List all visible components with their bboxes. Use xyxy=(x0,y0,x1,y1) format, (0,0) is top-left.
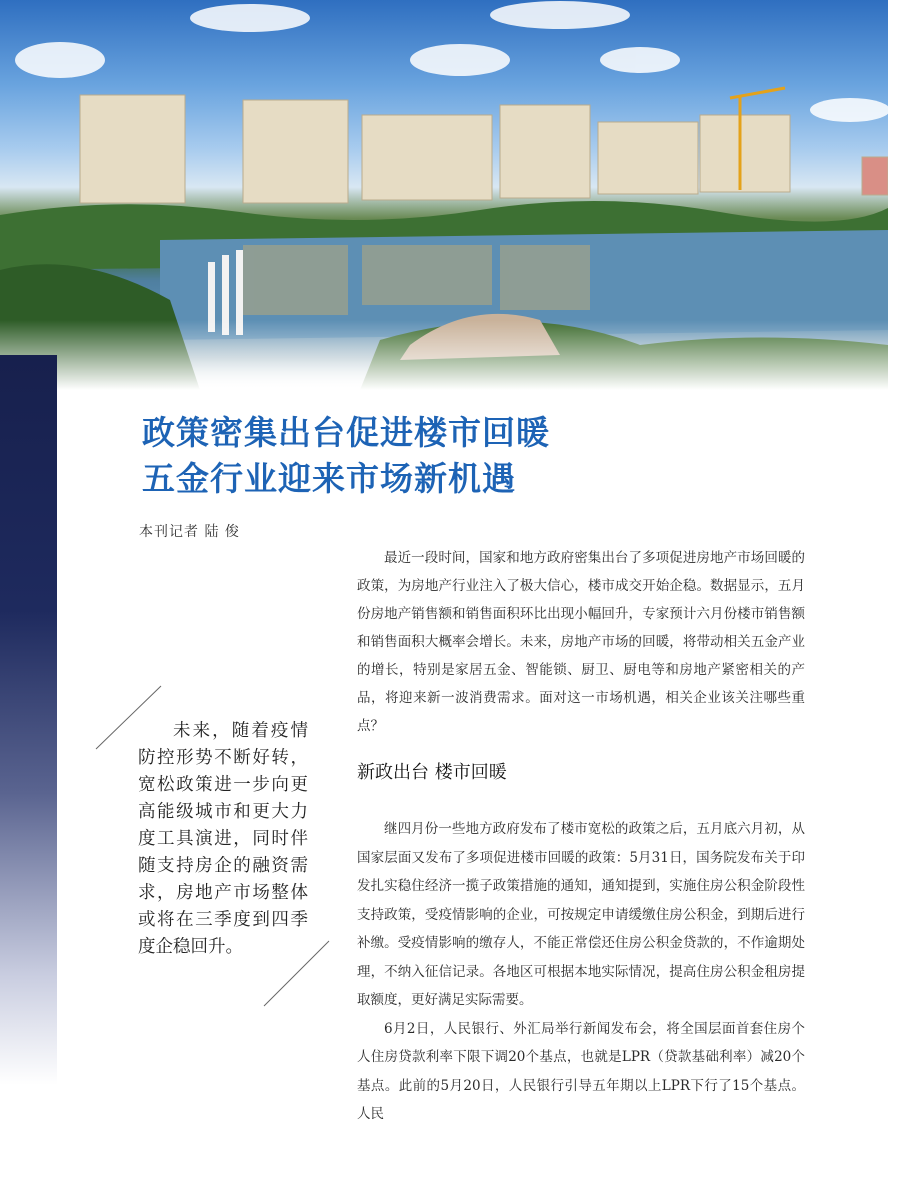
article-title xyxy=(142,410,550,502)
quote-line-bottom xyxy=(263,940,331,1008)
article-body xyxy=(357,815,805,1129)
left-color-band xyxy=(0,355,57,1085)
intro-paragraph: 最近一段时间，国家和地方政府密集出台了多项促进房地产市场回暖的政策，为房地产行业注入了极大信心，楼市成交开始企稳。数据显示，五月份房地产销售额和销售面积环比出现小幅回升，专家预计六月份楼市销售额和销售面积大概率会增长。未来，房地产市场的回暖，将带动相关五金产业的增长，特别是家居五金、智能锁、厨卫、厨电等和房地产紧密相关的产品，将迎来新一波消费需求。面对这一市场机遇，相关企业该关注哪些重点？ xyxy=(357,550,805,734)
photo-fade xyxy=(0,320,888,390)
section-heading: 新政出台 楼市回暖 xyxy=(357,762,507,783)
byline: 本刊记者 陆 俊 xyxy=(139,524,240,540)
title-line-2: 五金行业迎来市场新机遇 xyxy=(142,459,516,498)
pull-quote: 未来，随着疫情防控形势不断好转，宽松政策进一步向更高能级城市和更大力度工具演进，同时伴随支持房企的融资需求，房地产市场整体或将在三季度到四季度企稳回升。 xyxy=(138,721,308,957)
city-skyline-photo xyxy=(0,0,888,390)
title-line-1: 政策密集出台促进楼市回暖 xyxy=(142,413,550,452)
body-paragraph-2: 6月2日，人民银行、外汇局举行新闻发布会，将全国层面首套住房个人住房贷款利率下限下调20个基点，也就是LPR（贷款基础利率）减20个基点。此前的5月20日，人民银行引导五年期以上LPR下行了15个基点。人民 xyxy=(357,1020,805,1122)
body-paragraph-1: 继四月份一些地方政府发布了楼市宽松的政策之后，五月底六月初，从国家层面又发布了多项促进楼市回暖的政策：5月31日，国务院发布关于印发扎实稳住经济一揽子政策措施的通知，通知提到，实施住房公积金阶段性支持政策，受疫情影响的企业，可按规定申请缓缴住房公积金，到期后进行补缴。受疫情影响的缴存人，不能正常偿还住房公积金贷款的，不作逾期处理，不纳入征信记录。各地区可根据本地实际情况，提高住房公积金租房提取额度，更好满足实际需要。 xyxy=(357,821,805,1008)
